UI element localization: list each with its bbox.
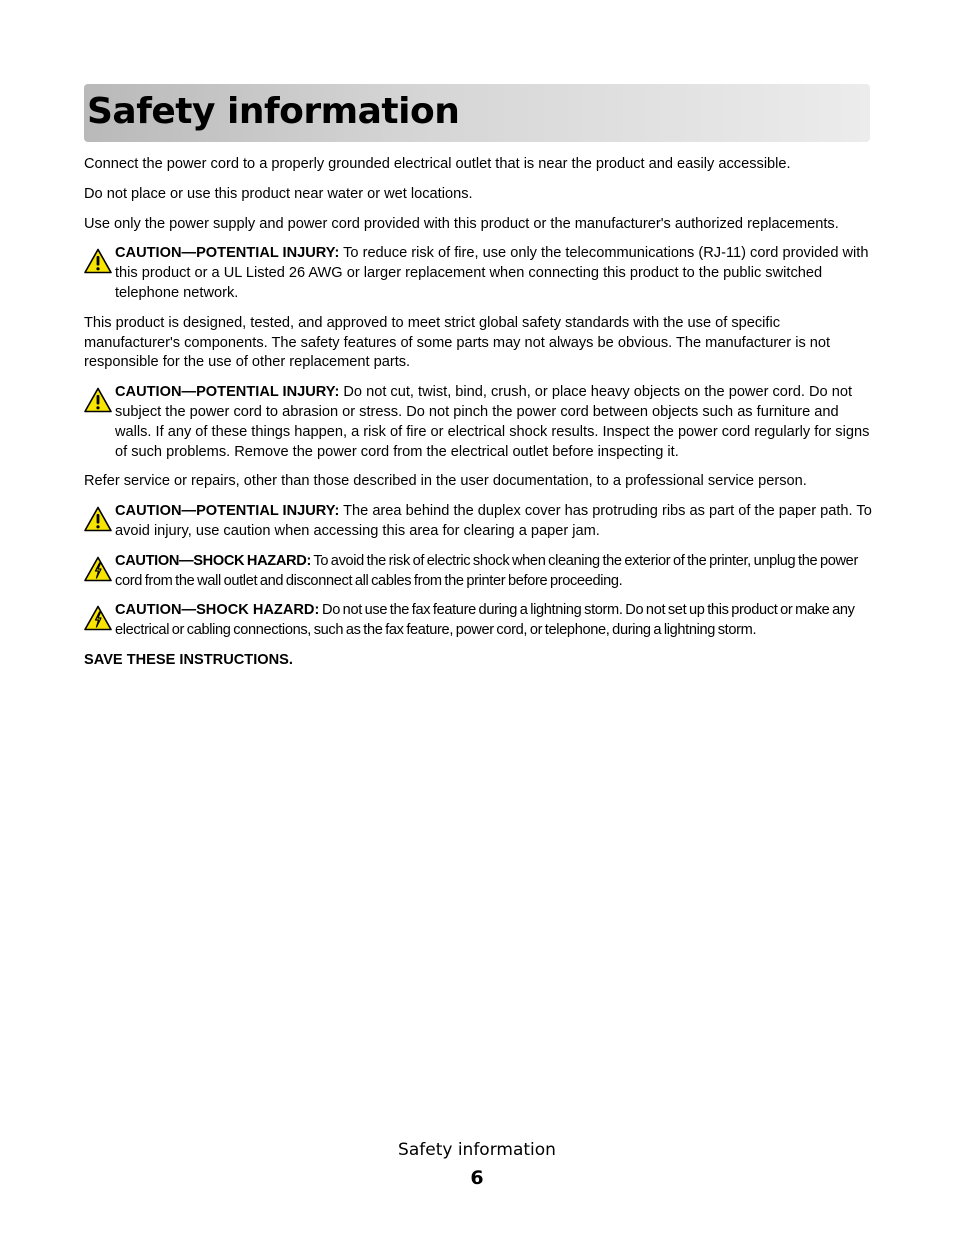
caution-triangle-icon (84, 248, 112, 274)
caution-triangle-icon (84, 506, 112, 532)
caution-label: CAUTION—SHOCK HAZARD: (115, 602, 320, 619)
caution-text: Do not cut, twist, bind, crush, or place heavy objects on the power cord. Do not subject the power cord to abrasion or stress. Do not pinch the power cord between objects such as furniture and walls. If any of these things happen, a risk of fire or electrical shock results. Inspect the power cord regularly for signs of such problems. Remove the power cord from the electrical outlet before inspecting it. (115, 384, 870, 460)
caution-text: Do not use the fax feature during a lightning storm. Do not set up this product or make any electrical or cabling connections, such as the fax feature, power cord, or telephone, during a lightning storm. (115, 602, 855, 639)
service-paragraph: Refer service or repairs, other than those described in the user documentation, to a professional service person. (84, 473, 807, 490)
caution-block (84, 502, 872, 542)
page-title: Safety information (87, 91, 460, 132)
caution-text: To avoid the risk of electric shock when cleaning the exterior of the printer, unplug the power cord from the wall outlet and disconnect all cables from the printer before proceeding. (115, 552, 858, 589)
caution-label: CAUTION—POTENTIAL INJURY: (115, 384, 340, 401)
intro-paragraph: Connect the power cord to a properly grounded electrical outlet that is near the product and easily accessible. (84, 156, 791, 172)
design-paragraph: This product is designed, tested, and approved to meet strict global safety standards with the use of specific manufacturer's components. The safety features of some parts may not always be obvious. The manufacturer is not responsible for the use of other replacement parts. (84, 314, 831, 371)
main-content (84, 155, 872, 681)
caution-triangle-icon (84, 387, 112, 413)
shock-hazard-icon (84, 556, 112, 582)
caution-text: To reduce risk of fire, use only the telecommunications (RJ-11) cord provided with this product or a UL Listed 26 AWG or larger replacement when connecting this product to the public switched telephone network. (115, 245, 869, 301)
caution-block (84, 552, 872, 592)
shock-hazard-icon (84, 605, 112, 631)
caution-label: CAUTION—POTENTIAL INJURY: (115, 245, 340, 262)
caution-block (84, 601, 872, 641)
caution-label: CAUTION—POTENTIAL INJURY: (115, 503, 340, 520)
footer-section-title: Safety information (398, 1140, 556, 1160)
caution-label: CAUTION—SHOCK HAZARD: (115, 552, 311, 569)
caution-text: The area behind the duplex cover has protruding ribs as part of the paper path. To avoid injury, use caution when accessing this area for clearing a paper jam. (115, 503, 872, 539)
page-number: 6 (470, 1167, 484, 1189)
intro-paragraph: Do not place or use this product near water or wet locations. (84, 185, 473, 202)
caution-block (84, 383, 872, 462)
intro-paragraph: Use only the power supply and power cord provided with this product or the manufacturer's authorized replacements. (84, 215, 839, 232)
save-instructions: SAVE THESE INSTRUCTIONS. (84, 651, 293, 668)
title-bar (84, 84, 870, 142)
caution-block (84, 244, 872, 303)
